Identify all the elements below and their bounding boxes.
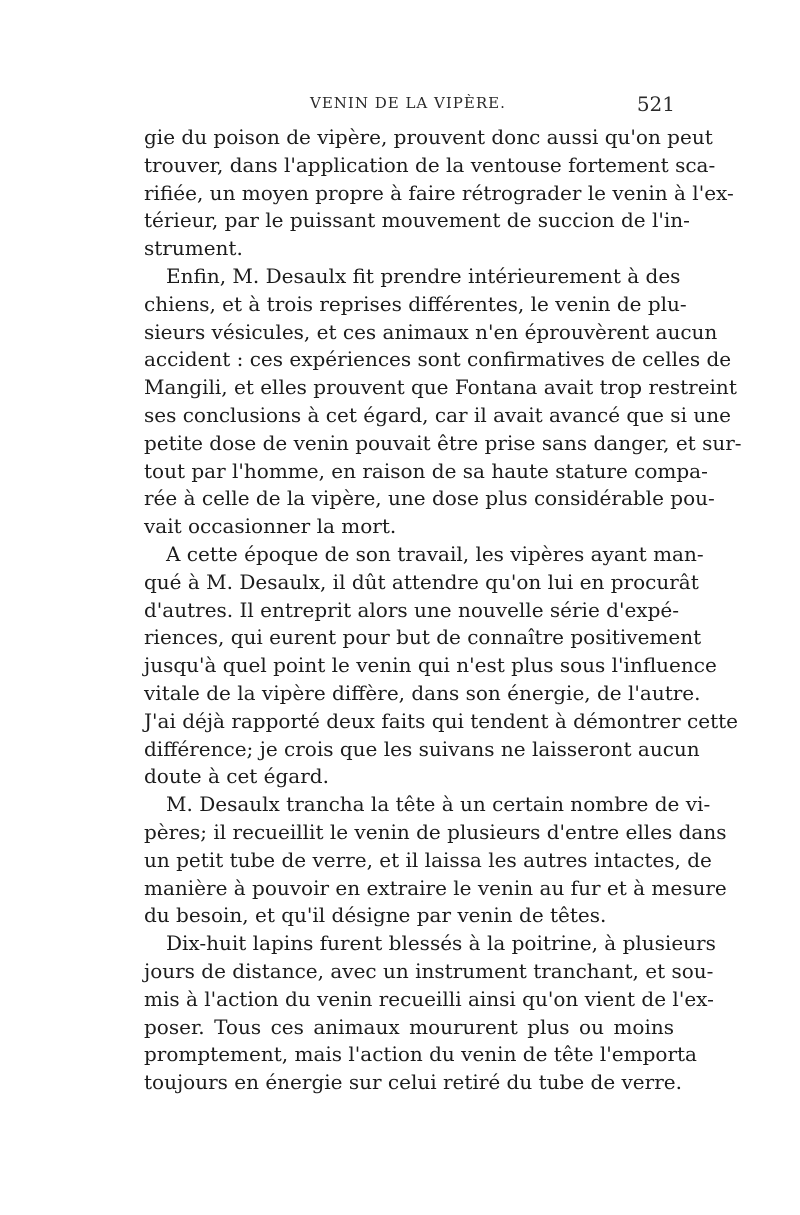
text-line: vitale de la vipère diffère, dans son énergie, de l'autre. xyxy=(144,680,701,705)
text-line: Mangili, et elles prouvent que Fontana avait trop restreint xyxy=(144,375,737,400)
text-line: M. Desaulx trancha la tête à un certain nombre de vi- xyxy=(166,792,711,817)
text-line: gie du poison de vipère, prouvent donc aussi qu'on peut xyxy=(144,125,713,149)
text-line: sieurs vésicules, et ces animaux n'en éprouvèrent aucun xyxy=(144,319,718,344)
text-line: du besoin, et qu'il désigne par venin de têtes. xyxy=(144,903,607,928)
page-header xyxy=(140,92,675,122)
text-line: chiens, et à trois reprises différentes, le venin de plu- xyxy=(144,291,687,316)
text-line: A cette époque de son travail, les vipères ayant man- xyxy=(166,541,704,566)
text-line: poser. Tous ces animaux moururent plus ou moins xyxy=(144,1014,674,1039)
text-line: promptement, mais l'action du venin de tête l'emporta xyxy=(144,1042,697,1067)
text-line: mis à l'action du venin recueilli ainsi qu'on vient de l'ex- xyxy=(144,986,714,1011)
text-line: pères; il recueillit le venin de plusieurs d'entre elles dans xyxy=(144,819,727,844)
text-line: ses conclusions à cet égard, car il avait avancé que si une xyxy=(144,402,731,427)
text-line: vait occasionner la mort. xyxy=(144,514,397,539)
running-head: VENIN DE LA VIPÈRE. xyxy=(310,94,506,112)
body-text xyxy=(144,124,742,1097)
text-line: accident : ces expériences sont confirmatives de celles de xyxy=(144,347,732,372)
text-line: jusqu'à quel point le venin qui n'est plus sous l'influence xyxy=(144,653,717,678)
text-line: strument. xyxy=(144,236,243,261)
text-line: trouver, dans l'application de la ventouse fortement sca- xyxy=(144,152,716,177)
text-line: doute à cet égard. xyxy=(144,764,329,789)
text-line: d'autres. Il entreprit alors une nouvelle série d'expé- xyxy=(144,597,679,622)
text-line: térieur, par le puissant mouvement de succion de l'in- xyxy=(144,208,690,233)
text-line: rifiée, un moyen propre à faire rétrograder le venin à l'ex- xyxy=(144,180,734,205)
text-line: un petit tube de verre, et il laissa les autres intactes, de xyxy=(144,847,712,872)
text-line: Dix-huit lapins furent blessés à la poitrine, à plusieurs xyxy=(166,931,716,956)
text-line: toujours en énergie sur celui retiré du tube de verre. xyxy=(144,1070,682,1095)
text-line: Enfin, M. Desaulx fit prendre intérieurement à des xyxy=(166,263,681,288)
text-line: petite dose de venin pouvait être prise sans danger, et sur- xyxy=(144,430,742,455)
text-line: différence; je crois que les suivans ne laisseront aucun xyxy=(144,736,700,761)
text-line: riences, qui eurent pour but de connaître positivement xyxy=(144,625,702,650)
text-line: J'ai déjà rapporté deux faits qui tendent à démontrer cette xyxy=(144,708,738,733)
text-line: manière à pouvoir en extraire le venin au fur et à mesure xyxy=(144,875,727,900)
text-line: qué à M. Desaulx, il dût attendre qu'on lui en procurât xyxy=(144,569,699,594)
text-line: tout par l'homme, en raison de sa haute stature compa- xyxy=(144,458,708,483)
text-line: rée à celle de la vipère, une dose plus considérable pou- xyxy=(144,486,715,511)
page-number: 521 xyxy=(636,92,675,116)
text-line: jours de distance, avec un instrument tranchant, et sou- xyxy=(144,958,714,983)
